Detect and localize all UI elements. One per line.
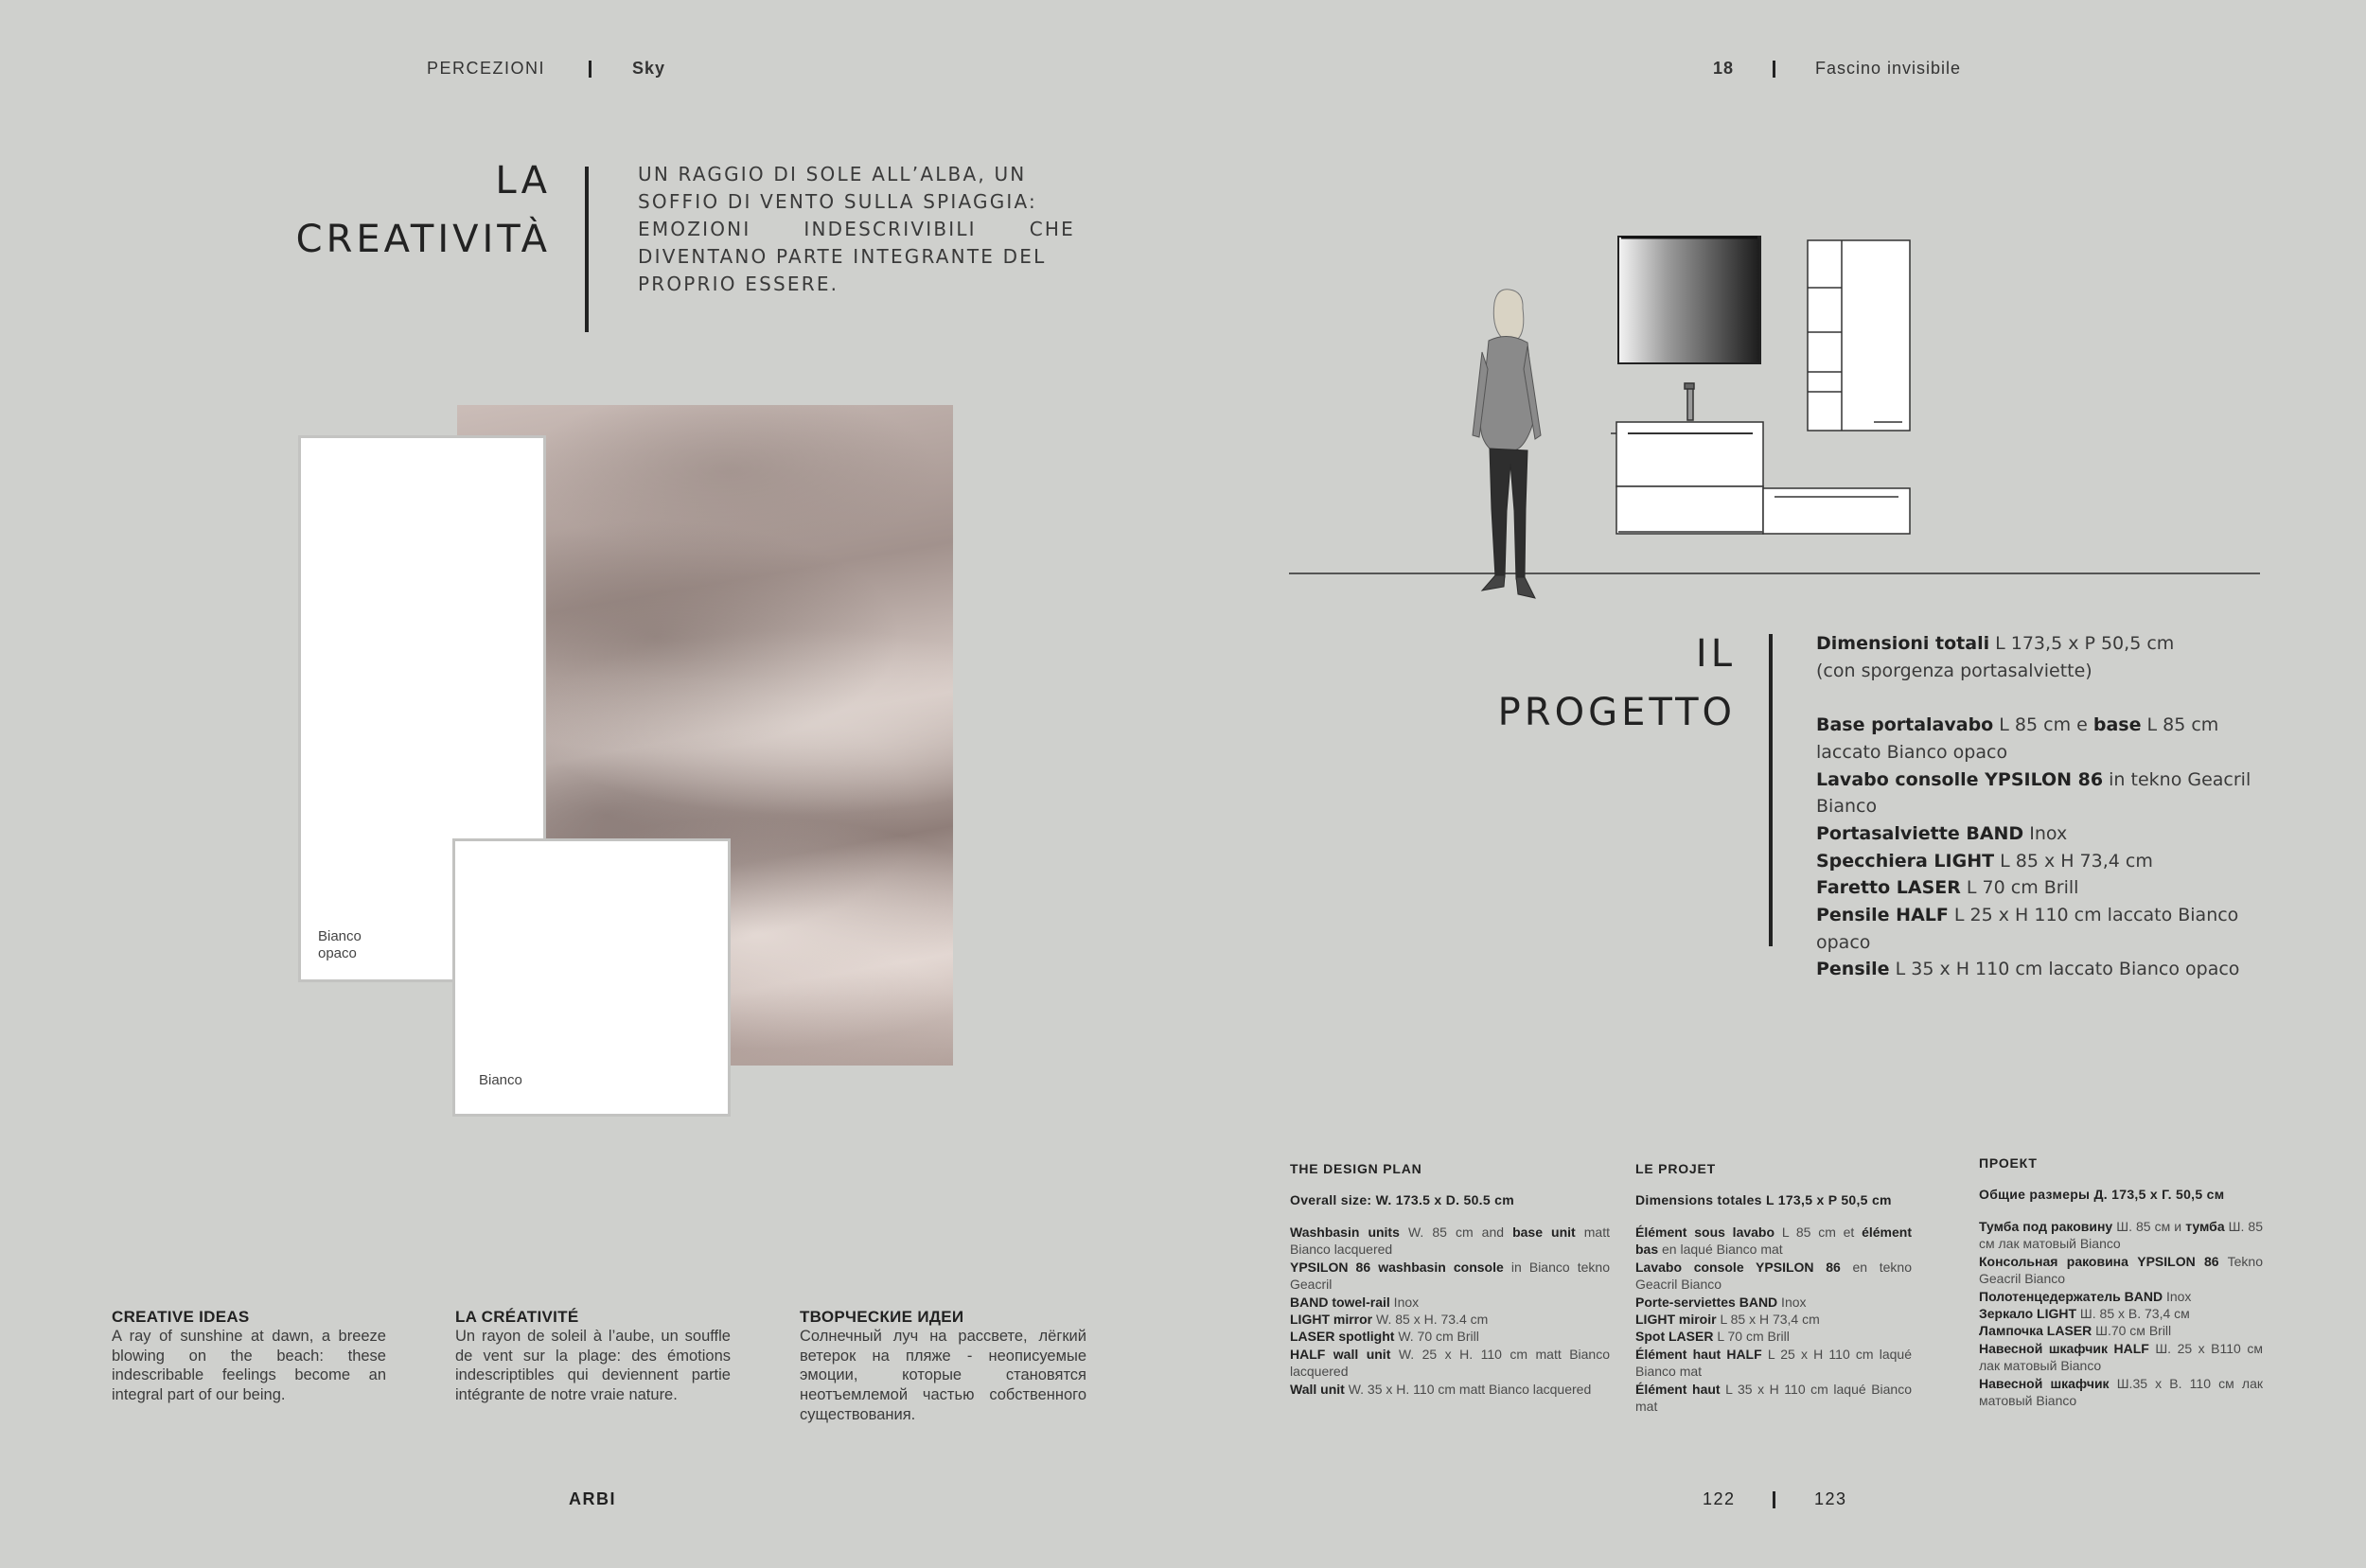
design-plan-title: THE DESIGN PLAN xyxy=(1290,1161,1422,1176)
creativity-divider xyxy=(585,167,589,332)
design-plan-items xyxy=(1290,1224,1610,1398)
intro-word: EMOZIONI xyxy=(638,218,751,240)
design-plan-item: Élément sous lavabo L 85 cm et élément bas en laqué Bianco mat xyxy=(1635,1224,1913,1258)
intro-line xyxy=(638,216,1075,243)
design-plan-overall: Overall size: W. 173.5 x D. 50.5 cm xyxy=(1290,1192,1514,1207)
design-plan-item: LASER spotlight W. 70 cm Brill xyxy=(1290,1329,1479,1345)
design-plan-title: ПРОЕКТ xyxy=(1979,1155,2038,1171)
swatch-label xyxy=(318,928,362,962)
intro-line: DIVENTANO PARTE INTEGRANTE DEL xyxy=(638,245,1047,268)
spec-line: Bianco xyxy=(1816,796,1878,818)
footer-page-left: 122 xyxy=(1703,1489,1736,1508)
design-plan-overall: Dimensions totales L 173,5 x P 50,5 cm xyxy=(1635,1192,1892,1207)
spec-line: Pensile HALF L 25 x H 110 cm laccato Bianco xyxy=(1816,905,2239,926)
header-page-number: 18 xyxy=(1713,59,1735,78)
spec-line: opaco xyxy=(1816,931,1871,953)
header-divider xyxy=(589,61,592,78)
design-plan-items xyxy=(1635,1224,1912,1415)
spec-line: Specchiera LIGHT L 85 x H 73,4 cm xyxy=(1816,850,2153,872)
creativity-title-line1: LA xyxy=(495,159,551,203)
design-plan-item: Washbasin units W. 85 cm and base unit matt Bianco lacquered xyxy=(1290,1224,1610,1258)
translation-text: Солнечный луч на рассвете, лёгкий ветерок на пляже - неописуемые эмоции, которые становятся неотъемлемой частью собственного существования. xyxy=(800,1328,1086,1423)
translation-en xyxy=(112,1308,386,1405)
design-plan-en xyxy=(1290,1161,1610,1398)
mirror-light xyxy=(1618,237,1760,363)
header-divider-right xyxy=(1773,61,1775,78)
project-title-line2: PROGETTO xyxy=(1497,691,1736,734)
spec-line: Lavabo consolle YPSILON 86 in tekno Geacril xyxy=(1816,768,2251,790)
design-plan-item: BAND towel-rail Inox xyxy=(1290,1294,1420,1310)
footer-brand: ARBI xyxy=(569,1489,616,1508)
design-plan-overall: Общие размеры Д. 173,5 x Г. 50,5 см xyxy=(1979,1187,2225,1202)
design-plan-item: Зеркало LIGHT Ш. 85 x В. 73,4 см xyxy=(1979,1306,2190,1322)
spec-line: Dimensioni totali L 173,5 x P 50,5 cm xyxy=(1816,633,2175,654)
design-plan-item: Тумба под раковину Ш. 85 см и тумба Ш. 85 см лак матовый Bianco xyxy=(1979,1219,2263,1252)
intro-line: PROPRIO ESSERE. xyxy=(638,273,839,295)
project-specs xyxy=(1816,630,2308,983)
header-collection: Sky xyxy=(632,59,666,78)
intro-line: SOFFIO DI VENTO SULLA SPIAGGIA: xyxy=(638,190,1037,213)
project-divider xyxy=(1769,634,1773,946)
design-plan-title: LE PROJET xyxy=(1635,1161,1716,1176)
design-plan-item: Wall unit W. 35 x H. 110 cm matt Bianco lacquered xyxy=(1290,1381,1592,1397)
spec-line: Faretto LASER L 70 cm Brill xyxy=(1816,877,2079,899)
design-plan-item: Spot LASER L 70 cm Brill xyxy=(1635,1329,1790,1345)
intro-word: INDESCRIVIBILI xyxy=(803,218,977,240)
design-plan-item: YPSILON 86 washbasin console in Bianco tekno Geacril xyxy=(1290,1259,1610,1293)
translation-title: CREATIVE IDEAS xyxy=(112,1308,250,1326)
swatch-label-line: Bianco xyxy=(318,928,362,944)
creativity-title xyxy=(229,151,551,269)
translation-title: LA CRÉATIVITÉ xyxy=(455,1308,579,1326)
project-title xyxy=(1452,625,1736,742)
translation-ru xyxy=(800,1308,1086,1425)
spec-line xyxy=(1816,684,2308,712)
translation-text: Un rayon de soleil à l’aube, un souffle de vent sur la plage: des émotions indescriptibles qui deviennent partie intégrante de notre vraie nature. xyxy=(455,1328,731,1404)
design-plan-item: Élément haut L 35 x H 110 cm laqué Bianco mat xyxy=(1635,1381,1913,1415)
design-plan-item: Консольная раковина YPSILON 86 Tekno Geacril Bianco xyxy=(1979,1253,2263,1287)
project-title-line1: IL xyxy=(1695,632,1736,676)
swatch-label: Bianco xyxy=(479,1072,522,1088)
footer-divider xyxy=(1773,1491,1775,1508)
design-plan-item: Полотенцедержатель BAND Inox xyxy=(1979,1288,2192,1304)
spec-line: Base portalavabo L 85 cm e base L 85 cm xyxy=(1816,714,2219,736)
design-plan-item: LIGHT miroir L 85 x H 73,4 cm xyxy=(1635,1312,1820,1328)
intro-line: UN RAGGIO DI SOLE ALL’ALBA, UN xyxy=(638,163,1027,185)
design-plan-item: Лампочка LASER Ш.70 см Brill xyxy=(1979,1323,2172,1339)
design-plan-item: Навесной шкафчик HALF Ш. 25 x В110 см лак матовый Bianco xyxy=(1979,1340,2263,1374)
footer-page-right: 123 xyxy=(1814,1489,1847,1508)
creativity-intro xyxy=(638,161,1075,298)
translation-text: A ray of sunshine at dawn, a breeze blowing on the beach: these indescribable feelings become an integral part of our being. xyxy=(112,1328,386,1404)
intro-word: CHE xyxy=(1029,218,1075,240)
spec-line: Portasalviette BAND Inox xyxy=(1816,822,2068,844)
header-section: PERCEZIONI xyxy=(427,59,546,78)
design-plan-item: Навесной шкафчик Ш.35 x В. 110 см лак матовый Bianco xyxy=(1979,1375,2263,1409)
washbasin-unit xyxy=(1611,383,1763,534)
design-plan-fr xyxy=(1635,1161,1912,1415)
design-plan-item: HALF wall unit W. 25 x H. 110 cm matt Bianco lacquered xyxy=(1290,1346,1610,1380)
swatch-label-line: opaco xyxy=(318,945,357,961)
spec-line: laccato Bianco opaco xyxy=(1816,741,2008,763)
design-plan-ru xyxy=(1979,1155,2263,1409)
creativity-title-line2: CREATIVITÀ xyxy=(295,218,551,261)
design-plan-item: Élément haut HALF L 25 x H 110 cm laqué Bianco mat xyxy=(1635,1346,1912,1380)
base-unit xyxy=(1763,488,1910,534)
translation-fr xyxy=(455,1308,731,1405)
design-plan-items xyxy=(1979,1218,2263,1409)
translation-title: ТВОРЧЕСКИЕ ИДЕИ xyxy=(800,1308,964,1326)
header-subtitle: Fascino invisibile xyxy=(1815,59,1962,78)
person-figure-icon xyxy=(1473,290,1541,598)
swatch-bianco xyxy=(452,838,731,1117)
wall-units xyxy=(1808,240,1910,431)
spec-line: Pensile L 35 x H 110 cm laccato Bianco opaco xyxy=(1816,959,2240,980)
bathroom-elevation-drawing xyxy=(1287,227,2262,615)
design-plan-item: LIGHT mirror W. 85 x H. 73.4 cm xyxy=(1290,1312,1489,1328)
design-plan-item: Lavabo console YPSILON 86 en tekno Geacril Bianco xyxy=(1635,1259,1912,1293)
design-plan-item: Porte-serviettes BAND Inox xyxy=(1635,1294,1807,1310)
spec-line: (con sporgenza portasalviette) xyxy=(1816,660,2092,681)
